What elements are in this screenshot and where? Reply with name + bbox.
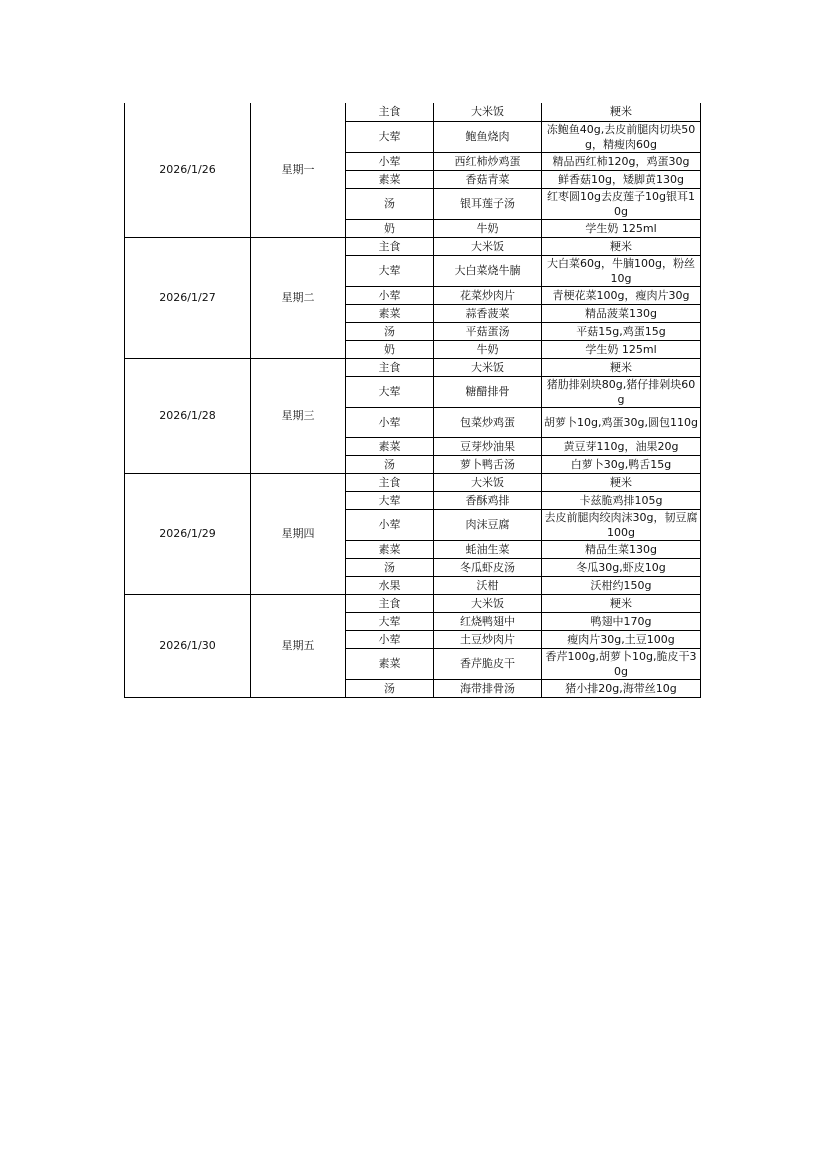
menu-row [125, 473, 701, 491]
ingredients-cell: 鲜香菇10g，矮脚黄130g [542, 170, 701, 188]
ingredients-cell: 粳米 [542, 237, 701, 255]
dish-cell: 大米饭 [434, 358, 542, 376]
menu-row [125, 237, 701, 255]
dish-cell: 香菇青菜 [434, 170, 542, 188]
dish-cell: 蒜香菠菜 [434, 304, 542, 322]
dish-cell: 沃柑 [434, 576, 542, 594]
category-cell: 素菜 [346, 304, 434, 322]
menu-table [124, 103, 701, 698]
category-cell: 主食 [346, 594, 434, 612]
ingredients-cell: 粳米 [542, 473, 701, 491]
dish-cell: 大米饭 [434, 237, 542, 255]
dish-cell: 蚝油生菜 [434, 540, 542, 558]
ingredients-cell: 红枣圆10g去皮莲子10g银耳10g [542, 188, 701, 219]
dish-cell: 萝卜鸭舌汤 [434, 455, 542, 473]
ingredients-cell: 冻鲍鱼40g,去皮前腿肉切块50g，精瘦肉60g [542, 121, 701, 152]
ingredients-cell: 冬瓜30g,虾皮10g [542, 558, 701, 576]
dish-cell: 冬瓜虾皮汤 [434, 558, 542, 576]
category-cell: 汤 [346, 558, 434, 576]
category-cell: 奶 [346, 219, 434, 237]
menu-row [125, 103, 701, 121]
category-cell: 汤 [346, 679, 434, 697]
category-cell: 素菜 [346, 648, 434, 679]
category-cell: 素菜 [346, 170, 434, 188]
category-cell: 汤 [346, 188, 434, 219]
dish-cell: 大米饭 [434, 473, 542, 491]
dish-cell: 大米饭 [434, 594, 542, 612]
ingredients-cell: 平菇15g,鸡蛋15g [542, 322, 701, 340]
dish-cell: 海带排骨汤 [434, 679, 542, 697]
dish-cell: 银耳莲子汤 [434, 188, 542, 219]
ingredients-cell: 猪肋排剁块80g,猪仔排剁块60g [542, 376, 701, 407]
ingredients-cell: 青梗花菜100g，瘦肉片30g [542, 286, 701, 304]
ingredients-cell: 学生奶 125ml [542, 219, 701, 237]
dish-cell: 鲍鱼烧肉 [434, 121, 542, 152]
category-cell: 小荤 [346, 152, 434, 170]
weekday-cell: 星期一 [251, 103, 346, 237]
dish-cell: 肉沫豆腐 [434, 509, 542, 540]
category-cell: 大荤 [346, 612, 434, 630]
date-cell: 2026/1/30 [125, 594, 251, 697]
date-cell: 2026/1/29 [125, 473, 251, 594]
ingredients-cell: 学生奶 125ml [542, 340, 701, 358]
category-cell: 水果 [346, 576, 434, 594]
category-cell: 素菜 [346, 540, 434, 558]
ingredients-cell: 黄豆芽110g，油果20g [542, 437, 701, 455]
ingredients-cell: 胡萝卜10g,鸡蛋30g,圆包110g [542, 407, 701, 437]
ingredients-cell: 猪小排20g,海带丝10g [542, 679, 701, 697]
ingredients-cell: 卡兹脆鸡排105g [542, 491, 701, 509]
category-cell: 奶 [346, 340, 434, 358]
ingredients-cell: 精品生菜130g [542, 540, 701, 558]
dish-cell: 豆芽炒油果 [434, 437, 542, 455]
category-cell: 小荤 [346, 509, 434, 540]
dish-cell: 牛奶 [434, 219, 542, 237]
dish-cell: 红烧鸭翅中 [434, 612, 542, 630]
date-cell: 2026/1/28 [125, 358, 251, 473]
menu-row [125, 594, 701, 612]
category-cell: 主食 [346, 103, 434, 121]
ingredients-cell: 白萝卜30g,鸭舌15g [542, 455, 701, 473]
dish-cell: 牛奶 [434, 340, 542, 358]
category-cell: 素菜 [346, 437, 434, 455]
menu-row [125, 358, 701, 376]
weekday-cell: 星期五 [251, 594, 346, 697]
category-cell: 大荤 [346, 491, 434, 509]
ingredients-cell: 瘦肉片30g,土豆100g [542, 630, 701, 648]
dish-cell: 包菜炒鸡蛋 [434, 407, 542, 437]
dish-cell: 大米饭 [434, 103, 542, 121]
dish-cell: 香酥鸡排 [434, 491, 542, 509]
category-cell: 主食 [346, 237, 434, 255]
category-cell: 汤 [346, 455, 434, 473]
dish-cell: 土豆炒肉片 [434, 630, 542, 648]
category-cell: 大荤 [346, 121, 434, 152]
dish-cell: 香芹脆皮干 [434, 648, 542, 679]
ingredients-cell: 粳米 [542, 103, 701, 121]
category-cell: 汤 [346, 322, 434, 340]
menu-body [125, 103, 701, 697]
ingredients-cell: 精品菠菜130g [542, 304, 701, 322]
dish-cell: 平菇蛋汤 [434, 322, 542, 340]
ingredients-cell: 去皮前腿肉绞肉沫30g，韧豆腐100g [542, 509, 701, 540]
category-cell: 小荤 [346, 630, 434, 648]
weekday-cell: 星期二 [251, 237, 346, 358]
ingredients-cell: 香芹100g,胡萝卜10g,脆皮干30g [542, 648, 701, 679]
date-cell: 2026/1/27 [125, 237, 251, 358]
category-cell: 主食 [346, 473, 434, 491]
dish-cell: 西红柿炒鸡蛋 [434, 152, 542, 170]
date-cell: 2026/1/26 [125, 103, 251, 237]
ingredients-cell: 沃柑约150g [542, 576, 701, 594]
category-cell: 主食 [346, 358, 434, 376]
weekday-cell: 星期三 [251, 358, 346, 473]
ingredients-cell: 大白菜60g，牛腩100g，粉丝10g [542, 255, 701, 286]
ingredients-cell: 鸭翅中170g [542, 612, 701, 630]
ingredients-cell: 粳米 [542, 594, 701, 612]
dish-cell: 大白菜烧牛腩 [434, 255, 542, 286]
ingredients-cell: 精品西红柿120g，鸡蛋30g [542, 152, 701, 170]
category-cell: 大荤 [346, 376, 434, 407]
dish-cell: 糖醋排骨 [434, 376, 542, 407]
dish-cell: 花菜炒肉片 [434, 286, 542, 304]
weekday-cell: 星期四 [251, 473, 346, 594]
ingredients-cell: 粳米 [542, 358, 701, 376]
category-cell: 大荤 [346, 255, 434, 286]
category-cell: 小荤 [346, 407, 434, 437]
category-cell: 小荤 [346, 286, 434, 304]
